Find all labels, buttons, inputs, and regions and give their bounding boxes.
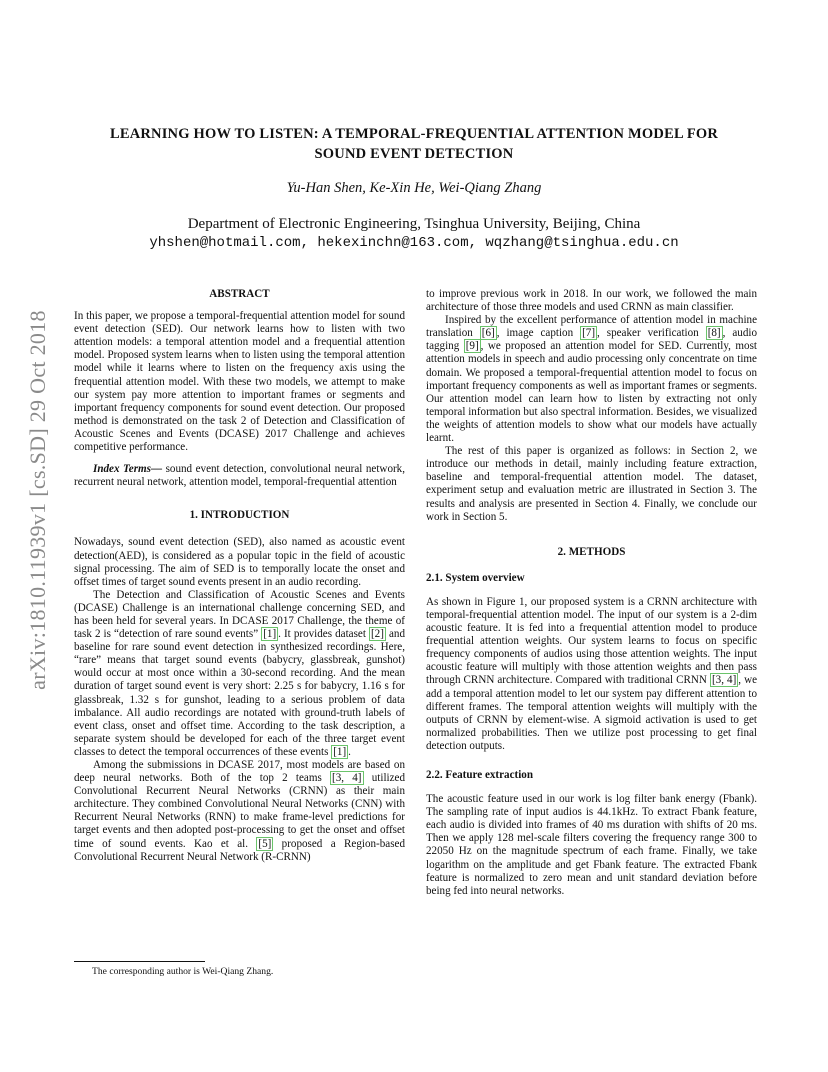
citation-link[interactable]: [7] bbox=[582, 327, 596, 340]
index-terms-text: sound event detection, convolutional neural network, recurrent neural network, attention model, temporal-frequential attention bbox=[74, 463, 406, 489]
arxiv-id: arXiv:1810.11939v1 [cs.SD] 29 Oct 2018 bbox=[25, 310, 50, 690]
footnote-rule bbox=[74, 961, 205, 962]
citation-link[interactable]: [9] bbox=[465, 340, 479, 353]
authors: Yu-Han Shen, Ke-Xin He, Wei-Qiang Zhang bbox=[286, 180, 542, 196]
system-overview-text: As shown in Figure 1, our proposed system is a CRNN architecture with temporal-frequential attention model. The input of our system is a 2-dim acoustic feature. It is fed into a frequential attention model to produce frequential attention weights. Our system learns to focus on specific frequency components of audios using those attention weights. The input acoustic feature will multiply with those attention weights and then pass through CRNN architecture. Compared with traditional CRNN [3, 4] , we add a temporal attention model to let our system pay different attention to different frames. The temporal attention weights will multiply with the outputs of CRNN by element-wise. A sigmoid activation is used to get normalized probabilities. Then we utilize post processing to get final detection outputs. bbox=[426, 595, 757, 752]
citation-link[interactable]: [1] bbox=[333, 745, 347, 758]
author-emails: yhshen@hotmail.com, hekexinchn@163.com, wqzhang@tsinghua.edu.cn bbox=[149, 235, 679, 251]
citation-link[interactable]: [2] bbox=[370, 628, 384, 641]
left-column bbox=[74, 288, 405, 864]
title-line-2: SOUND EVENT DETECTION bbox=[314, 146, 514, 162]
methods-heading: 2. METHODS bbox=[557, 545, 626, 558]
intro-heading: 1. INTRODUCTION bbox=[189, 509, 290, 522]
paper-title bbox=[60, 124, 768, 164]
right-column bbox=[426, 288, 757, 898]
footnote: The corresponding author is Wei-Qiang Zhang. bbox=[92, 966, 274, 977]
index-terms-label: Index Terms— bbox=[93, 463, 163, 476]
citation-link[interactable]: [8] bbox=[707, 327, 721, 340]
abstract-heading: ABSTRACT bbox=[209, 288, 270, 300]
intro-paragraph-4: to improve previous work in 2018. In our work, we followed the main architecture of those three models and used CRNN as main classifier. bbox=[426, 288, 757, 314]
index-terms bbox=[74, 463, 405, 489]
subsection-system-overview: 2.1. System overview bbox=[426, 571, 525, 584]
affiliation: Department of Electronic Engineering, Tsinghua University, Beijing, China bbox=[187, 216, 641, 232]
intro-paragraph-2: The Detection and Classification of Acoustic Scenes and Events (DCASE) Challenge is an international challenge concerning SED, and has been held for several years. In DCASE 2017 Challenge, the theme of task 2 is “detection of rare sound events” [1] . It provides dataset [2] and baseline for rare sound event detection in synthesized recordings. Here, “rare” means that target sound events (babycry, glassbreak, gunshot) would occur at most once within a 30-second recording. And the mean duration of target sound event is very short: 2.25 s for babycry, 1.16 s for glassbreak, 1.32 s for gunshot, leading to a serious problem of data imbalance. All audio recordings are notated with ground-truth labels of event class, onset and offset time. According to the task description, a separate system should be developed for each of the three target event classes to detect the temporal occurrences of these events [1] . bbox=[74, 588, 405, 758]
arxiv-stamp bbox=[18, 290, 58, 710]
citation-link[interactable]: [3, 4] bbox=[332, 772, 362, 785]
intro-paragraph-6: The rest of this paper is organized as follows: in Section 2, we introduce our methods in detail, mainly including feature extraction, baseline and temporal-frequential attention model. The dataset, experiment setup and evaluation metric are illustrated in Section 3. The results and analysis are presented in Section 4. Finally, we conclude our work in Section 5. bbox=[426, 445, 757, 523]
abstract-text: In this paper, we propose a temporal-frequential attention model for sound event detection (SED). Our network learns how to listen with two attention models: a temporal attention model and a frequential attention model. Proposed system learns when to listen using the temporal attention model while it learns where to listen on the frequency axis using the frequential attention model. With these two models, we attempt to make our system pay more attention to important frames or segments and important frequency components for sound event detection. Our proposed method is demonstrated on the task 2 of Detection and Classification of Acoustic Scenes and Events (DCASE) 2017 Challenge and achieves competitive performance. bbox=[74, 310, 405, 454]
citation-link[interactable]: [1] bbox=[263, 628, 277, 641]
intro-paragraph-1: Nowadays, sound event detection (SED), also named as acoustic event detection(AED), is considered as a popular topic in the field of acoustic signal processing. The aim of SED is to temporally locate the onset and offset times of target sound events present in an audio recording. bbox=[74, 536, 405, 588]
citation-link[interactable]: [3, 4] bbox=[711, 674, 737, 687]
intro-paragraph-3: Among the submissions in DCASE 2017, most models are based on deep neural networks. Both of the top 2 teams [3, 4] utilized Convolutional Recurrent Neural Networks (CRNN) as their main architecture. They combined Convolutional Neural Networks (CNN) with Recurrent Neural Networks (RNN) to make frame-level predictions for target events and then adopted post-processing to get the onset and offset time of sound events. Kao et al. [5] proposed a Region-based Convolutional Recurrent Neural Network (R-CRNN) bbox=[74, 759, 406, 863]
subsection-feature-extraction: 2.2. Feature extraction bbox=[426, 769, 533, 781]
title-line-1: LEARNING HOW TO LISTEN: A TEMPORAL-FREQUENTIAL ATTENTION MODEL FOR bbox=[109, 126, 719, 142]
feature-extraction-text: The acoustic feature used in our work is log filter bank energy (Fbank). The sampling rate of input audios is 44.1kHz. To extract Fbank feature, each audio is divided into frames of 40 ms duration with shifts of 20 ms. Then we apply 128 mel-scale filters covering the frequency range 300 to 22050 Hz on the magnitude spectrum of each frame. Finally, we take logarithm on the amplitude and get Fbank feature. The extracted Fbank feature is normalized to zero mean and unit standard deviation before being fed into neural networks. bbox=[426, 793, 757, 897]
citation-link[interactable]: [5] bbox=[258, 837, 272, 850]
citation-link[interactable]: [6] bbox=[481, 327, 495, 340]
intro-paragraph-5: Inspired by the excellent performance of attention model in machine translation [6] , image caption [7] , speaker verification [8] , audio tagging [9] , we proposed an attention model for SED. Currently, most attention models in speech and audio processing only concentrate on time domain. We proposed a temporal-frequential attention model to focus on important frequency components as well as important frames or segments. Our attention model can learn how to listen by extracting not only temporal information but also spectral information. Besides, we visualized the weights of attention models to show what our models have actually learnt. bbox=[426, 314, 757, 445]
